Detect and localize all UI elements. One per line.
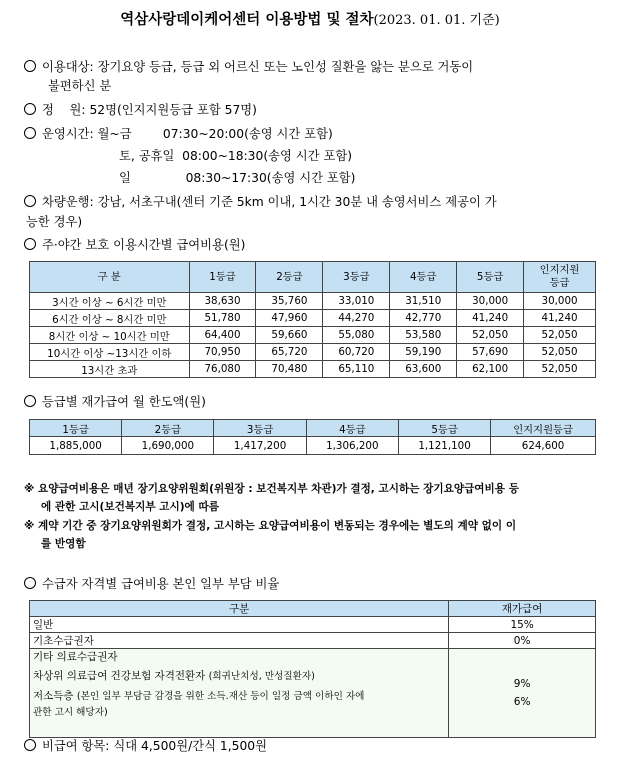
row-label-cell: 13시간 초과 (30, 361, 190, 378)
table-cell: 38,630 (189, 293, 256, 310)
header-cell: 구 분 (30, 262, 190, 293)
table-cell: 기타 의료수급권자 차상위 의료급여 건강보험 자격전환자 (희귀난치성, 만성질환자) 저소득층 (본인 일부 부담금 감경을 위한 소득.재산 등이 일정 금액 이하인 자에 관한 고시 해당자) (30, 649, 449, 738)
page-title: 역삼사랑데이케어센터 이용방법 및 절차(2023. 01. 01. 기준) (120, 12, 500, 28)
table-cell: 70,950 (189, 344, 256, 361)
circle-bullet-icon (24, 577, 36, 589)
target-item: 이용대상: 장기요양 등급, 등급 외 어르신 또는 노인성 질환을 앓는 분으로 거동이 (24, 58, 473, 76)
table-cell: 52,050 (457, 327, 524, 344)
table-cell: 41,240 (457, 310, 524, 327)
table-cell: 59,190 (390, 344, 457, 361)
table-row (30, 344, 596, 361)
table-row (30, 617, 596, 633)
circle-bullet-icon (24, 103, 36, 115)
header-cell: 5등급 (457, 262, 524, 293)
circle-bullet-icon (24, 127, 36, 139)
circle-bullet-icon (24, 739, 36, 751)
row-label-cell: 10시간 이상 ~13시간 이하 (30, 344, 190, 361)
table-cell: 64,400 (189, 327, 256, 344)
circle-bullet-icon (24, 60, 36, 72)
row-label-cell: 8시간 이상 ~ 10시간 미만 (30, 327, 190, 344)
circle-bullet-icon (24, 238, 36, 250)
limit-table (29, 419, 596, 455)
table-cell: 70,480 (256, 361, 323, 378)
table-cell: 52,050 (524, 344, 596, 361)
limit-table-header (30, 420, 596, 437)
nonpay-item: 비급여 항목: 식대 4,500원/간식 1,500원 (24, 737, 267, 755)
table-cell: 76,080 (189, 361, 256, 378)
table-row (30, 310, 596, 327)
table-cell: 41,240 (524, 310, 596, 327)
header-cell: 4등급 (390, 262, 457, 293)
header-cell: 재가급여 (449, 601, 596, 617)
fee-table-title: 주·야간 보호 이용시간별 급여비용(원) (24, 236, 245, 254)
fee-table-header (30, 262, 596, 293)
table-cell: 53,580 (390, 327, 457, 344)
table-row (30, 649, 596, 738)
table-cell: 15% (449, 617, 596, 633)
table-cell: 51,780 (189, 310, 256, 327)
copay-table-header (30, 601, 596, 617)
table-cell: 일반 (30, 617, 449, 633)
table-row (30, 633, 596, 649)
table-cell: 9% 6% (449, 649, 596, 738)
copay-table (29, 600, 596, 738)
header-cell: 2등급 (122, 420, 214, 437)
table-cell: 624,600 (491, 437, 596, 455)
table-row (30, 437, 596, 455)
table-row (30, 293, 596, 310)
table-cell: 57,690 (457, 344, 524, 361)
header-cell: 3등급 (214, 420, 306, 437)
hours-item-sun: 일 08:30~17:30(송영 시간 포함) (119, 171, 356, 185)
target-item-cont: 불편하신 분 (48, 79, 112, 93)
table-cell: 35,760 (256, 293, 323, 310)
vehicle-item-cont: 능한 경우) (26, 215, 83, 229)
row-label-cell: 3시간 이상 ~ 6시간 미만 (30, 293, 190, 310)
circle-bullet-icon (24, 395, 36, 407)
note-1: ※ 요양급여비용은 매년 장기요양위원회(위원장 : 보건복지부 차관)가 결정, 고시하는 장기요양급여비용 등 에 관한 고시(보건복지부 고시)에 따름 (24, 483, 519, 513)
limit-table-title: 등급별 재가급여 월 한도액(원) (24, 393, 206, 411)
row-label-cell: 6시간 이상 ~ 8시간 미만 (30, 310, 190, 327)
circle-bullet-icon (24, 195, 36, 207)
table-cell: 44,270 (323, 310, 390, 327)
copay-table-title: 수급자 자격별 급여비용 본인 일부 부담 비율 (24, 575, 279, 593)
table-cell: 1,417,200 (214, 437, 306, 455)
table-cell: 30,000 (457, 293, 524, 310)
header-cell: 3등급 (323, 262, 390, 293)
table-row (30, 361, 596, 378)
header-cell: 1등급 (189, 262, 256, 293)
table-cell: 55,080 (323, 327, 390, 344)
header-cell: 4등급 (306, 420, 398, 437)
table-row (30, 327, 596, 344)
table-cell: 31,510 (390, 293, 457, 310)
table-cell: 60,720 (323, 344, 390, 361)
header-cell: 5등급 (398, 420, 490, 437)
table-cell: 62,100 (457, 361, 524, 378)
table-cell: 1,121,100 (398, 437, 490, 455)
note-2: ※ 계약 기간 중 장기요양위원회가 결정, 고시하는 요양급여비용이 변동되는 경우에는 별도의 계약 없이 이 를 반영함 (24, 520, 517, 550)
table-cell: 0% (449, 633, 596, 649)
vehicle-item: 차량운행: 강남, 서초구내(센터 기준 5km 이내, 1시간 30분 내 송영서비스 제공이 가 (24, 193, 497, 211)
fee-table (29, 261, 596, 378)
table-cell: 63,600 (390, 361, 457, 378)
capacity-item: 정 원: 52명(인지지원등급 포함 57명) (24, 101, 257, 119)
header-cell: 인지지원 등급 (524, 262, 596, 293)
table-cell: 30,000 (524, 293, 596, 310)
table-cell: 52,050 (524, 327, 596, 344)
table-cell: 65,110 (323, 361, 390, 378)
header-cell: 인지지원등급 (491, 420, 596, 437)
header-cell: 구분 (30, 601, 449, 617)
table-cell: 1,306,200 (306, 437, 398, 455)
table-cell: 65,720 (256, 344, 323, 361)
table-cell: 33,010 (323, 293, 390, 310)
table-cell: 1,885,000 (30, 437, 122, 455)
header-cell: 1등급 (30, 420, 122, 437)
header-cell: 2등급 (256, 262, 323, 293)
table-cell: 59,660 (256, 327, 323, 344)
table-cell: 42,770 (390, 310, 457, 327)
hours-item: 운영시간: 월~금 07:30~20:00(송영 시간 포함) (24, 125, 333, 143)
table-cell: 1,690,000 (122, 437, 214, 455)
table-cell: 52,050 (524, 361, 596, 378)
table-cell: 기초수급권자 (30, 633, 449, 649)
hours-item-sat: 토, 공휴일 08:00~18:30(송영 시간 포함) (119, 149, 353, 163)
table-cell: 47,960 (256, 310, 323, 327)
